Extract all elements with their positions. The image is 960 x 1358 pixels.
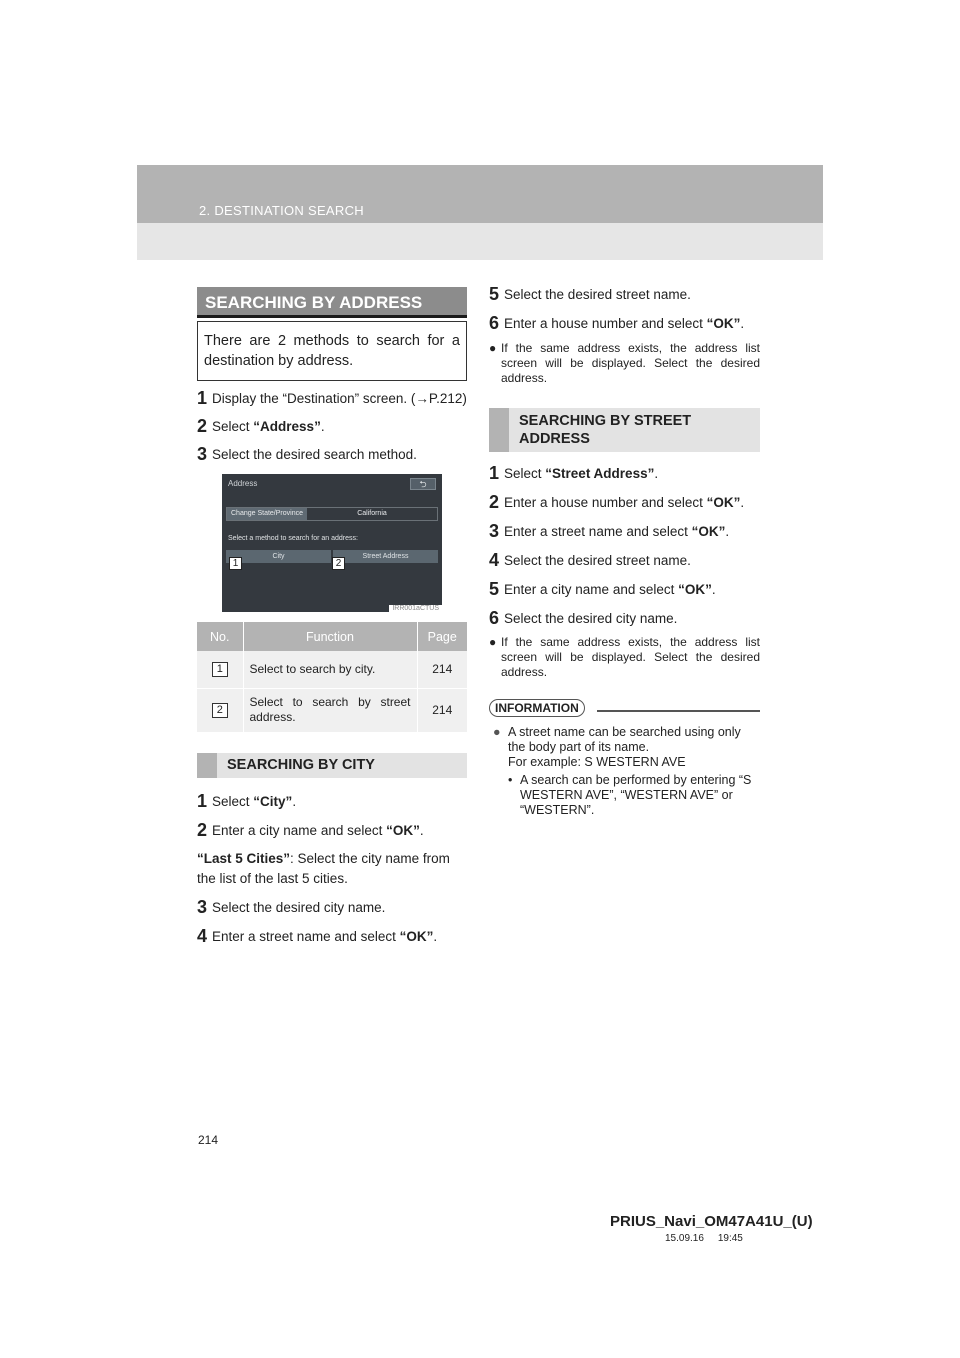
city-option-button[interactable]: City <box>226 550 331 563</box>
street-step-1: 1 Select “Street Address”. <box>489 463 659 483</box>
row-page: 214 <box>417 651 467 688</box>
image-code: IRR001aCTUS <box>389 605 442 612</box>
table-row <box>197 651 467 688</box>
col-function: Function <box>243 622 417 651</box>
col-page: Page <box>417 622 467 651</box>
street-step-6: 6 Select the desired city name. <box>489 608 678 628</box>
header-band <box>137 165 823 260</box>
street-bullet-note: ● If the same address exists, the address list screen will be displayed. Select the desired address. <box>489 635 760 679</box>
state-row <box>226 507 438 521</box>
bullet-icon: ● <box>493 725 501 739</box>
change-state-button[interactable]: Change State/Province <box>227 508 307 520</box>
info-point: ● A street name can be searched using only the body part of its name. For example: S WESTERN AVE <box>493 725 741 769</box>
callout-badge-2: 2 <box>332 557 345 570</box>
row-number: 1 <box>197 651 243 688</box>
table-header-row <box>197 622 467 651</box>
information-header <box>489 699 760 719</box>
row-number: 2 <box>197 688 243 732</box>
header-bar <box>137 165 823 223</box>
city-step-5: 5 Select the desired street name. <box>489 284 691 304</box>
screen-title: Address <box>228 479 258 488</box>
table-row <box>197 688 467 732</box>
address-step-3: 3 Select the desired search method. <box>197 444 417 464</box>
page-number: 214 <box>198 1133 219 1147</box>
city-step-3: 3 Select the desired city name. <box>197 896 386 917</box>
address-intro: There are 2 methods to search for a destination by address. <box>197 321 467 381</box>
screen-prompt: Select a method to search for an address: <box>228 535 358 542</box>
city-step-2: 2 Enter a city name and select “OK”. <box>197 819 424 840</box>
information-body <box>493 725 760 818</box>
address-step-1: 1 Display the “Destination” screen. (→P.212) <box>197 388 467 408</box>
last-5-cities-note: “Last 5 Cities”: Select the city name from the list of the last 5 cities. <box>197 850 450 886</box>
row-function: Select to search by street address. <box>243 688 417 732</box>
col-no: No. <box>197 622 243 651</box>
information-label: INFORMATION <box>489 699 585 717</box>
state-value: California <box>357 510 387 517</box>
city-heading: SEARCHING BY CITY <box>197 753 467 778</box>
street-step-2: 2 Enter a house number and select “OK”. <box>489 492 745 512</box>
section-title: 2. DESTINATION SEARCH <box>199 203 364 218</box>
info-subpoint: • A search can be performed by entering “S WESTERN AVE”, “WESTERN AVE” or “WESTERN”. <box>508 773 752 817</box>
divider <box>597 710 760 712</box>
function-table <box>197 622 467 733</box>
left-column <box>197 287 467 947</box>
document-id: PRIUS_Navi_OM47A41U_(U) <box>610 1213 813 1230</box>
address-screen-image <box>222 474 442 612</box>
city-bullet-note: ● If the same address exists, the address list screen will be displayed. Select the desired address. <box>489 341 760 385</box>
row-page: 214 <box>417 688 467 732</box>
callout-badge-1: 1 <box>229 557 242 570</box>
address-step-2: 2 Select “Address”. <box>197 416 325 436</box>
city-step-1: 1 Select “City”. <box>197 790 297 811</box>
street-step-5: 5 Enter a city name and select “OK”. <box>489 579 716 599</box>
back-icon[interactable]: ⮌ <box>410 478 436 490</box>
right-column <box>489 285 760 818</box>
street-step-4: 4 Select the desired street name. <box>489 550 691 570</box>
city-step-4: 4 Enter a street name and select “OK”. <box>197 925 438 946</box>
street-address-option-button[interactable]: Street Address <box>333 550 438 563</box>
address-heading: SEARCHING BY ADDRESS <box>197 287 467 318</box>
street-heading: SEARCHING BY STREET ADDRESS <box>489 408 760 452</box>
street-step-3: 3 Enter a street name and select “OK”. <box>489 521 730 541</box>
timestamp: 15.09.16 19:45 <box>665 1233 743 1244</box>
row-function: Select to search by city. <box>243 651 417 688</box>
city-step-6: 6 Enter a house number and select “OK”. <box>489 313 745 333</box>
